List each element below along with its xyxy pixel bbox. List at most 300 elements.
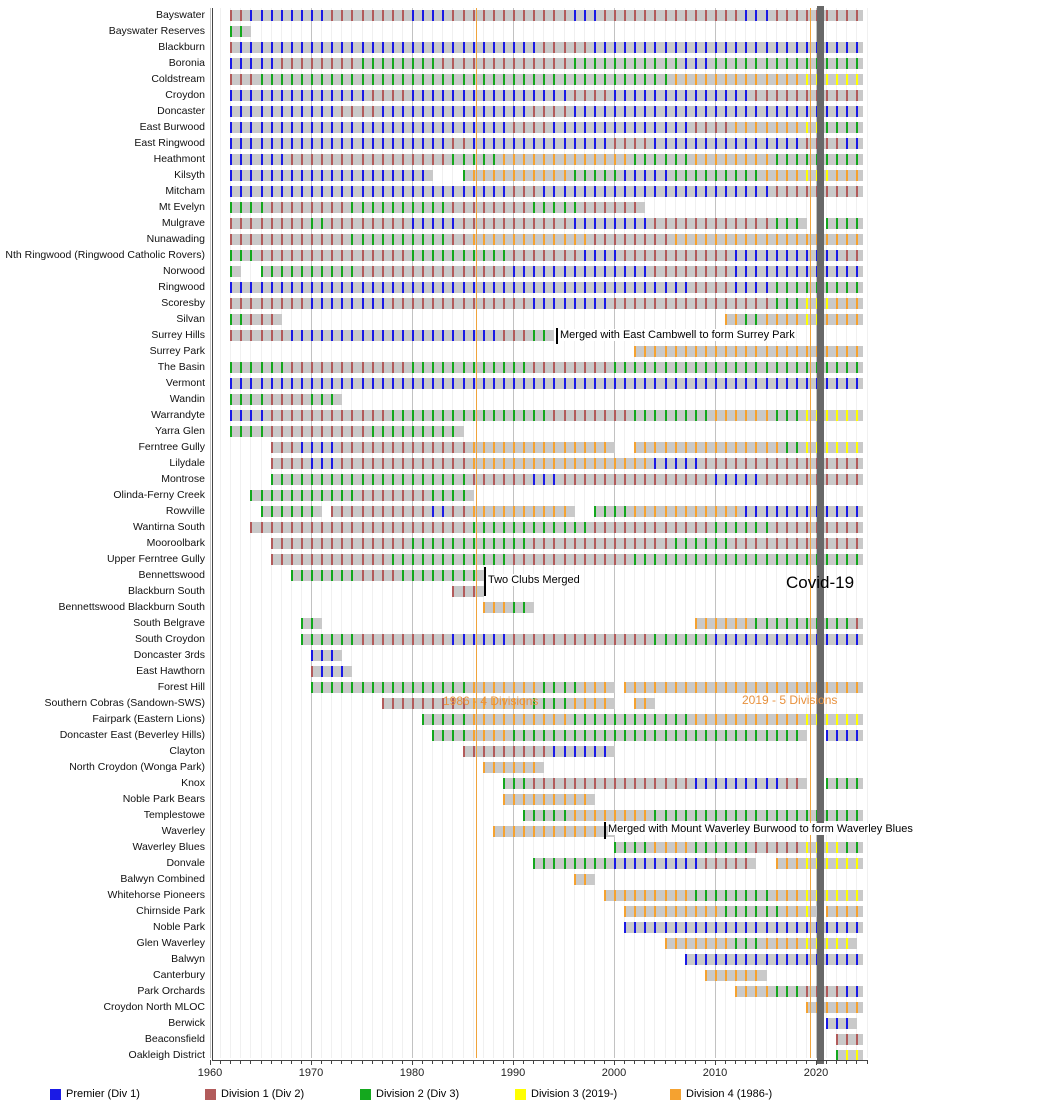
year-cell xyxy=(755,970,766,981)
year-gridline xyxy=(543,8,544,1058)
axis-tick xyxy=(493,1060,494,1064)
axis-tick xyxy=(725,1060,726,1064)
year-gridline xyxy=(705,8,706,1058)
year-cell xyxy=(856,714,863,725)
club-label: The Basin xyxy=(157,361,205,373)
year-cell xyxy=(856,474,863,485)
club-label: East Burwood xyxy=(139,121,205,133)
axis-tick xyxy=(240,1060,241,1064)
club-label: Fairpark (Eastern Lions) xyxy=(92,713,205,725)
club-label: Canterbury xyxy=(153,969,205,981)
year-cell xyxy=(584,874,595,885)
club-label: Chirnside Park xyxy=(136,905,205,917)
year-gridline xyxy=(745,8,746,1058)
year-cell xyxy=(533,762,544,773)
club-label: Croydon xyxy=(165,89,205,101)
axis-tick xyxy=(786,1060,787,1064)
year-cell xyxy=(856,58,863,69)
year-cell xyxy=(856,954,863,965)
year-cell xyxy=(796,218,807,229)
year-gridline xyxy=(846,8,847,1058)
axis-tick xyxy=(826,1060,827,1064)
club-label: Waverley xyxy=(161,825,205,837)
annotation-text: Merged with Mount Waverley Burwood to form Waverley Blues xyxy=(608,823,913,836)
axis-tick xyxy=(846,1060,847,1064)
axis-tick xyxy=(473,1060,474,1064)
club-label: Southern Cobras (Sandown-SWS) xyxy=(44,697,205,709)
year-gridline xyxy=(351,8,352,1058)
y-axis-line xyxy=(212,8,213,1060)
club-label: Olinda-Ferny Creek xyxy=(113,489,205,501)
axis-year-label: 1970 xyxy=(298,1067,324,1079)
year-gridline xyxy=(675,8,676,1058)
year-cell xyxy=(564,506,575,517)
covid-bar xyxy=(817,6,825,1064)
year-gridline xyxy=(755,8,756,1058)
axis-tick xyxy=(644,1060,645,1064)
year-cell xyxy=(856,234,863,245)
axis-year-label: 2020 xyxy=(803,1067,829,1079)
year-cell xyxy=(584,794,595,805)
axis-tick xyxy=(856,1060,857,1064)
axis-year-label: 1990 xyxy=(500,1067,526,1079)
club-label: Wantirna South xyxy=(133,521,205,533)
year-gridline xyxy=(776,8,777,1058)
club-label: Norwood xyxy=(162,265,205,277)
club-label: Mt Evelyn xyxy=(158,201,205,213)
year-cell xyxy=(856,1050,863,1061)
year-cell xyxy=(846,1018,857,1029)
axis-tick xyxy=(543,1060,544,1064)
year-cell xyxy=(473,570,484,581)
year-gridline xyxy=(594,8,595,1058)
club-label: North Croydon (Wonga Park) xyxy=(69,761,205,773)
year-gridline xyxy=(261,8,262,1058)
club-label: Croydon North MLOC xyxy=(103,1001,205,1013)
club-label: Heathmont xyxy=(153,153,205,165)
club-label: Bayswater xyxy=(155,9,205,21)
year-cell xyxy=(806,906,817,917)
year-gridline xyxy=(331,8,332,1058)
legend-label-D4: Division 4 (1986-) xyxy=(686,1088,773,1100)
event-line xyxy=(476,8,477,1058)
axis-tick xyxy=(331,1060,332,1064)
axis-tick xyxy=(311,1060,312,1065)
year-cell xyxy=(240,26,251,37)
year-gridline xyxy=(836,8,837,1058)
axis-tick xyxy=(584,1060,585,1064)
axis-tick xyxy=(422,1060,423,1064)
axis-tick xyxy=(695,1060,696,1064)
club-label: Coldstream xyxy=(151,73,205,85)
club-label: Forest Hill xyxy=(157,681,205,693)
legend-label-D3: Division 3 (2019-) xyxy=(531,1088,618,1100)
year-cell xyxy=(341,666,352,677)
annotation-tick xyxy=(484,567,486,596)
year-cell xyxy=(856,618,863,629)
axis-tick xyxy=(816,1060,817,1065)
axis-tick xyxy=(624,1060,625,1064)
axis-tick xyxy=(230,1060,231,1064)
club-label: Whitehorse Pioneers xyxy=(107,889,205,901)
axis-tick xyxy=(432,1060,433,1064)
club-label: Ferntree Gully xyxy=(138,441,205,453)
club-label: Noble Park xyxy=(153,921,205,933)
club-label: Mooroolbark xyxy=(146,537,205,549)
axis-tick xyxy=(392,1060,393,1064)
year-cell xyxy=(856,458,863,469)
year-cell xyxy=(331,650,342,661)
annotation-tick xyxy=(556,328,558,344)
axis-tick xyxy=(503,1060,504,1064)
year-cell xyxy=(796,778,807,789)
annotation-text: Covid-19 xyxy=(786,573,855,593)
club-label: Balwyn xyxy=(171,953,205,965)
year-cell xyxy=(856,282,863,293)
club-label: Knox xyxy=(181,777,205,789)
club-label: Park Orchards xyxy=(137,985,205,997)
year-cell xyxy=(856,266,863,277)
year-gridline xyxy=(574,8,575,1058)
year-gridline xyxy=(422,8,423,1058)
club-label: Balwyn Combined xyxy=(120,873,205,885)
axis-tick xyxy=(452,1060,453,1064)
club-label: Donvale xyxy=(166,857,205,869)
year-gridline xyxy=(644,8,645,1058)
club-label: Scoresby xyxy=(161,297,205,309)
year-cell xyxy=(473,586,484,597)
axis-tick xyxy=(604,1060,605,1064)
axis-tick xyxy=(735,1060,736,1064)
club-label: Mulgrave xyxy=(161,217,205,229)
legend-label-D1: Division 1 (Div 2) xyxy=(221,1088,305,1100)
year-cell xyxy=(856,410,863,421)
year-cell xyxy=(856,1034,863,1045)
axis-tick xyxy=(614,1060,615,1065)
year-gridline xyxy=(826,8,827,1058)
year-cell xyxy=(796,730,807,741)
club-label: Clayton xyxy=(169,745,205,757)
year-cell xyxy=(856,1002,863,1013)
year-cell xyxy=(604,682,615,693)
year-gridline xyxy=(362,8,363,1058)
year-cell xyxy=(543,330,554,341)
year-cell xyxy=(856,298,863,309)
year-cell xyxy=(856,170,863,181)
year-gridline xyxy=(695,8,696,1058)
year-gridline xyxy=(493,8,494,1058)
year-cell xyxy=(604,746,615,757)
club-label: Montrose xyxy=(161,473,205,485)
axis-tick xyxy=(483,1060,484,1064)
year-gridline xyxy=(523,8,524,1058)
year-cell xyxy=(604,442,615,453)
axis-tick xyxy=(351,1060,352,1064)
axis-tick xyxy=(806,1060,807,1064)
axis-tick xyxy=(574,1060,575,1064)
axis-tick xyxy=(210,1060,211,1065)
club-label: Surrey Hills xyxy=(151,329,205,341)
year-cell xyxy=(856,74,863,85)
year-gridline xyxy=(654,8,655,1058)
club-label: Noble Park Bears xyxy=(122,793,205,805)
year-gridline xyxy=(766,8,767,1058)
axis-tick xyxy=(301,1060,302,1064)
decade-gridline xyxy=(715,8,716,1058)
year-cell xyxy=(856,122,863,133)
year-cell xyxy=(271,314,282,325)
axis-tick xyxy=(796,1060,797,1064)
club-label: Yarra Glen xyxy=(155,425,205,437)
axis-tick xyxy=(250,1060,251,1064)
club-label: Nth Ringwood (Ringwood Catholic Rovers) xyxy=(5,249,205,261)
club-label: Kilsyth xyxy=(174,169,205,181)
year-cell xyxy=(856,522,863,533)
year-gridline xyxy=(725,8,726,1058)
club-label: Boronia xyxy=(168,57,205,69)
year-gridline xyxy=(473,8,474,1058)
year-gridline xyxy=(240,8,241,1058)
legend-swatch-D3 xyxy=(515,1089,526,1100)
legend-swatch-D1 xyxy=(205,1089,216,1100)
club-label: Waverley Blues xyxy=(132,841,205,853)
axis-tick xyxy=(533,1060,534,1064)
legend-label-P: Premier (Div 1) xyxy=(66,1088,140,1100)
axis-tick xyxy=(442,1060,443,1064)
year-cell xyxy=(634,202,645,213)
year-cell xyxy=(230,266,241,277)
axis-tick xyxy=(634,1060,635,1064)
annotation-text: Two Clubs Merged xyxy=(488,574,580,587)
year-gridline xyxy=(452,8,453,1058)
year-cell xyxy=(856,10,863,21)
year-cell xyxy=(856,250,863,261)
club-label: Berwick xyxy=(168,1017,205,1029)
year-gridline xyxy=(735,8,736,1058)
decade-gridline xyxy=(210,8,211,1058)
axis-tick xyxy=(675,1060,676,1064)
year-cell xyxy=(745,858,756,869)
year-gridline xyxy=(442,8,443,1058)
year-gridline xyxy=(463,8,464,1058)
club-label: Vermont xyxy=(165,377,205,389)
year-cell xyxy=(856,346,863,357)
year-gridline xyxy=(806,8,807,1058)
year-cell xyxy=(856,154,863,165)
club-label: Silvan xyxy=(176,313,205,325)
club-label: South Croydon xyxy=(134,633,205,645)
club-label: Surrey Park xyxy=(149,345,205,357)
club-label: Ringwood xyxy=(158,281,205,293)
year-gridline xyxy=(553,8,554,1058)
year-gridline xyxy=(392,8,393,1058)
axis-tick xyxy=(271,1060,272,1064)
axis-year-label: 2010 xyxy=(702,1067,728,1079)
axis-tick xyxy=(553,1060,554,1064)
year-gridline xyxy=(634,8,635,1058)
axis-year-label: 2000 xyxy=(601,1067,627,1079)
year-gridline xyxy=(624,8,625,1058)
annotation-tick xyxy=(604,822,606,839)
axis-tick xyxy=(382,1060,383,1064)
year-cell xyxy=(856,138,863,149)
year-gridline xyxy=(220,8,221,1058)
axis-tick xyxy=(685,1060,686,1064)
year-gridline xyxy=(483,8,484,1058)
axis-tick xyxy=(836,1060,837,1064)
year-cell xyxy=(856,90,863,101)
year-cell xyxy=(856,538,863,549)
year-cell xyxy=(856,314,863,325)
annotation-text: 1986 - 4 Divisions xyxy=(443,693,539,708)
year-cell xyxy=(644,698,655,709)
axis-tick xyxy=(220,1060,221,1064)
year-gridline xyxy=(786,8,787,1058)
year-cell xyxy=(856,218,863,229)
axis-tick xyxy=(321,1060,322,1064)
club-label: Oakleigh District xyxy=(128,1049,205,1061)
year-cell xyxy=(856,842,863,853)
year-cell xyxy=(856,778,863,789)
year-cell xyxy=(856,986,863,997)
year-gridline xyxy=(856,8,857,1058)
year-cell xyxy=(856,858,863,869)
decade-gridline xyxy=(513,8,514,1058)
year-cell xyxy=(856,362,863,373)
year-gridline xyxy=(250,8,251,1058)
year-gridline xyxy=(432,8,433,1058)
axis-tick xyxy=(281,1060,282,1064)
club-label: Wandin xyxy=(169,393,205,405)
club-label: Bayswater Reserves xyxy=(108,25,205,37)
year-cell xyxy=(856,634,863,645)
year-cell xyxy=(856,682,863,693)
year-cell xyxy=(856,890,863,901)
year-cell xyxy=(856,554,863,565)
decade-gridline xyxy=(311,8,312,1058)
axis-tick xyxy=(705,1060,706,1064)
axis-tick xyxy=(867,1060,868,1064)
year-cell xyxy=(452,426,463,437)
annotation-text: Merged with East Cambwell to form Surrey Park xyxy=(560,329,795,342)
year-gridline xyxy=(564,8,565,1058)
event-line xyxy=(810,8,811,1058)
year-cell xyxy=(311,506,322,517)
year-cell xyxy=(856,730,863,741)
year-cell xyxy=(856,186,863,197)
year-cell xyxy=(856,922,863,933)
year-cell xyxy=(856,42,863,53)
club-label: Nunawading xyxy=(146,233,205,245)
axis-tick xyxy=(715,1060,716,1065)
legend-swatch-D2 xyxy=(360,1089,371,1100)
axis-tick xyxy=(402,1060,403,1064)
axis-tick xyxy=(291,1060,292,1064)
club-label: Upper Ferntree Gully xyxy=(106,553,205,565)
axis-tick xyxy=(341,1060,342,1064)
axis-year-label: 1980 xyxy=(399,1067,425,1079)
year-gridline xyxy=(301,8,302,1058)
year-cell xyxy=(311,618,322,629)
year-cell xyxy=(856,506,863,517)
legend-swatch-P xyxy=(50,1089,61,1100)
club-label: Blackburn South xyxy=(127,585,205,597)
year-cell xyxy=(856,906,863,917)
club-label: East Hawthorn xyxy=(136,665,205,677)
axis-tick xyxy=(463,1060,464,1064)
axis-tick xyxy=(745,1060,746,1064)
club-label: Mitcham xyxy=(165,185,205,197)
year-cell xyxy=(422,170,433,181)
club-label: Glen Waverley xyxy=(136,937,205,949)
decade-gridline xyxy=(412,8,413,1058)
year-cell xyxy=(856,378,863,389)
axis-tick xyxy=(594,1060,595,1064)
club-label: Bennettswood xyxy=(138,569,205,581)
club-label: East Ringwood xyxy=(134,137,205,149)
year-gridline xyxy=(230,8,231,1058)
club-label: Doncaster xyxy=(157,105,205,117)
axis-tick xyxy=(513,1060,514,1065)
club-label: Warrandyte xyxy=(151,409,205,421)
club-label: Templestowe xyxy=(143,809,205,821)
axis-tick xyxy=(261,1060,262,1064)
year-cell xyxy=(523,602,534,613)
year-gridline xyxy=(604,8,605,1058)
year-gridline xyxy=(402,8,403,1058)
axis-tick xyxy=(372,1060,373,1064)
axis-tick xyxy=(654,1060,655,1064)
annotation-text: 2019 - 5 Divisions xyxy=(742,692,838,707)
year-cell xyxy=(856,810,863,821)
axis-tick xyxy=(523,1060,524,1064)
axis-tick xyxy=(412,1060,413,1065)
axis-tick xyxy=(564,1060,565,1064)
year-gridline xyxy=(271,8,272,1058)
year-gridline xyxy=(503,8,504,1058)
decade-gridline xyxy=(614,8,615,1058)
year-gridline xyxy=(665,8,666,1058)
year-gridline xyxy=(281,8,282,1058)
year-gridline xyxy=(796,8,797,1058)
year-gridline xyxy=(321,8,322,1058)
year-cell xyxy=(604,698,615,709)
legend-label-D2: Division 2 (Div 3) xyxy=(376,1088,460,1100)
club-label: Doncaster East (Beverley Hills) xyxy=(59,729,205,741)
club-label: Doncaster 3rds xyxy=(133,649,205,661)
club-label: South Belgrave xyxy=(133,617,205,629)
year-cell xyxy=(856,106,863,117)
year-cell xyxy=(846,938,857,949)
club-label: Rowville xyxy=(165,505,205,517)
year-gridline xyxy=(341,8,342,1058)
year-gridline xyxy=(372,8,373,1058)
axis-tick xyxy=(776,1060,777,1064)
club-label: Beaconsfield xyxy=(144,1033,205,1045)
axis-tick xyxy=(755,1060,756,1064)
year-gridline xyxy=(867,8,868,1058)
axis-year-label: 1960 xyxy=(197,1067,223,1079)
club-label: Blackburn xyxy=(158,41,205,53)
axis-tick xyxy=(665,1060,666,1064)
year-gridline xyxy=(685,8,686,1058)
year-gridline xyxy=(291,8,292,1058)
year-cell xyxy=(463,490,474,501)
year-gridline xyxy=(533,8,534,1058)
legend-swatch-D4 xyxy=(670,1089,681,1100)
axis-tick xyxy=(362,1060,363,1064)
club-label: Lilydale xyxy=(169,457,205,469)
